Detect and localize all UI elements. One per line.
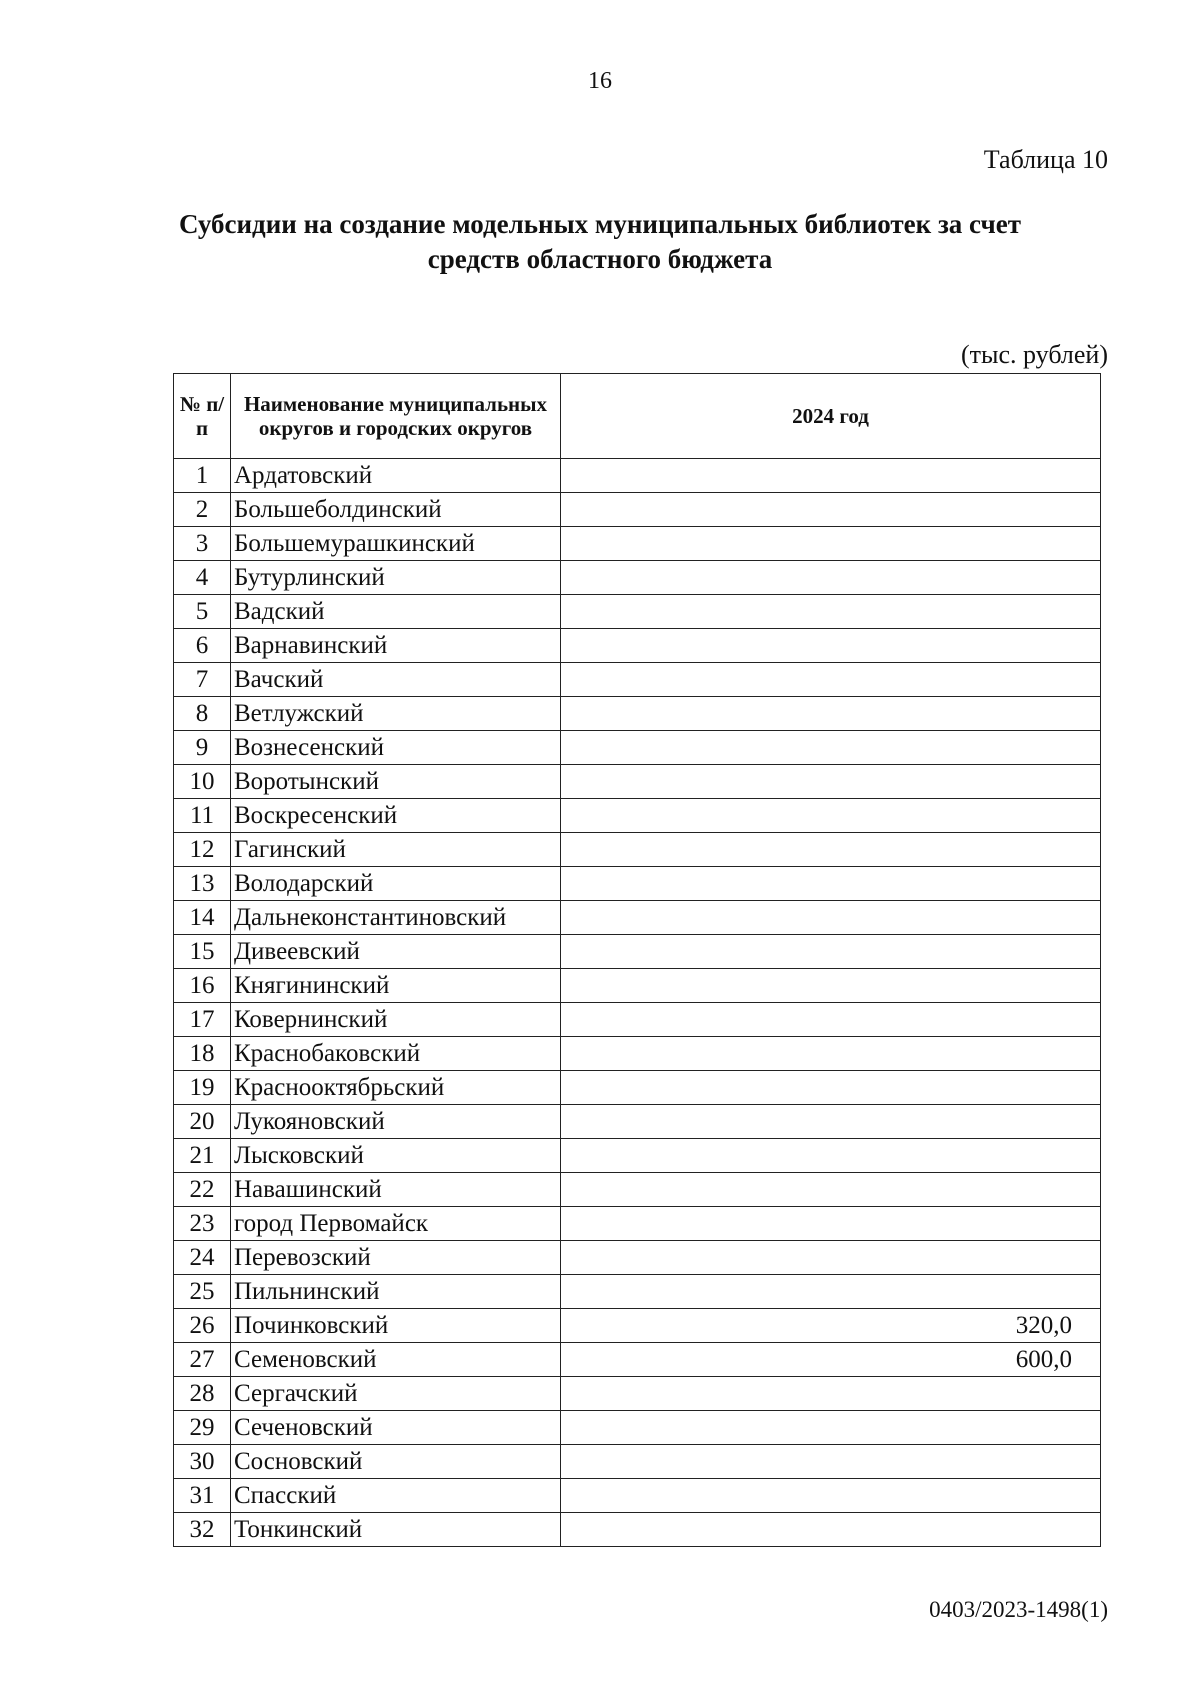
district-name-cell: Семеновский: [231, 1343, 561, 1377]
row-number-cell: 21: [174, 1139, 231, 1173]
district-name-cell: Бутурлинский: [231, 561, 561, 595]
district-name-cell: Краснобаковский: [231, 1037, 561, 1071]
district-name-cell: город Первомайск: [231, 1207, 561, 1241]
district-name-cell: Воротынский: [231, 765, 561, 799]
row-number-cell: 1: [174, 459, 231, 493]
row-number-cell: 6: [174, 629, 231, 663]
table-row: [174, 833, 1101, 867]
subsidy-value-cell: [561, 799, 1101, 833]
district-name-cell: Вознесенский: [231, 731, 561, 765]
subsidy-value-cell: [561, 1071, 1101, 1105]
district-name-cell: Дальнеконстантиновский: [231, 901, 561, 935]
district-name-cell: Лукояновский: [231, 1105, 561, 1139]
table-row: [174, 1071, 1101, 1105]
table-row: [174, 663, 1101, 697]
district-name-cell: Ковернинский: [231, 1003, 561, 1037]
subsidy-value-cell: [561, 1377, 1101, 1411]
table-row: [174, 969, 1101, 1003]
subsidy-value-cell: [561, 1037, 1101, 1071]
table-row: [174, 935, 1101, 969]
table-row: [174, 867, 1101, 901]
row-number-cell: 26: [174, 1309, 231, 1343]
district-name-cell: Ардатовский: [231, 459, 561, 493]
subsidy-value-cell: [561, 527, 1101, 561]
subsidy-value-cell: 320,0: [561, 1309, 1101, 1343]
subsidy-value-cell: [561, 1241, 1101, 1275]
subsidy-value-cell: [561, 833, 1101, 867]
subsidy-value-cell: [561, 595, 1101, 629]
district-name-cell: Володарский: [231, 867, 561, 901]
table-row: [174, 1377, 1101, 1411]
table-row: [174, 1309, 1101, 1343]
district-name-cell: Навашинский: [231, 1173, 561, 1207]
subsidy-value-cell: 600,0: [561, 1343, 1101, 1377]
district-name-cell: Большеболдинский: [231, 493, 561, 527]
header-number: № п/п: [174, 374, 231, 459]
row-number-cell: 11: [174, 799, 231, 833]
row-number-cell: 8: [174, 697, 231, 731]
table-row: [174, 799, 1101, 833]
district-name-cell: Воскресенский: [231, 799, 561, 833]
district-name-cell: Тонкинский: [231, 1513, 561, 1547]
subsidy-value-cell: [561, 765, 1101, 799]
row-number-cell: 25: [174, 1275, 231, 1309]
row-number-cell: 32: [174, 1513, 231, 1547]
subsidy-value-cell: [561, 1105, 1101, 1139]
table-row: [174, 1105, 1101, 1139]
table-row: [174, 1343, 1101, 1377]
page-number: 16: [588, 68, 612, 94]
subsidy-value-cell: [561, 1479, 1101, 1513]
district-name-cell: Гагинский: [231, 833, 561, 867]
subsidies-table: [173, 373, 1101, 1547]
document-title: Субсидии на создание модельных муниципальных библиотек за счет средств областного бюджета: [179, 209, 1021, 274]
row-number-cell: 20: [174, 1105, 231, 1139]
row-number-cell: 7: [174, 663, 231, 697]
table-body: [174, 459, 1101, 1547]
row-number-cell: 14: [174, 901, 231, 935]
table-row: [174, 901, 1101, 935]
row-number-cell: 23: [174, 1207, 231, 1241]
district-name-cell: Вадский: [231, 595, 561, 629]
subsidy-value-cell: [561, 459, 1101, 493]
table-row: [174, 1173, 1101, 1207]
document-code: 0403/2023-1498(1): [929, 1597, 1108, 1622]
subsidy-value-cell: [561, 935, 1101, 969]
row-number-cell: 2: [174, 493, 231, 527]
table-row: [174, 1139, 1101, 1173]
row-number-cell: 17: [174, 1003, 231, 1037]
district-name-cell: Спасский: [231, 1479, 561, 1513]
district-name-cell: Княгининский: [231, 969, 561, 1003]
subsidy-value-cell: [561, 1173, 1101, 1207]
header-district-name: Наименование муниципальных округов и городских округов: [231, 374, 561, 459]
table-row: [174, 459, 1101, 493]
subsidy-value-cell: [561, 663, 1101, 697]
table-row: [174, 1513, 1101, 1547]
district-name-cell: Починковский: [231, 1309, 561, 1343]
subsidy-value-cell: [561, 1003, 1101, 1037]
table-row: [174, 1207, 1101, 1241]
row-number-cell: 4: [174, 561, 231, 595]
row-number-cell: 31: [174, 1479, 231, 1513]
subsidy-value-cell: [561, 561, 1101, 595]
table-row: [174, 527, 1101, 561]
subsidy-value-cell: [561, 629, 1101, 663]
row-number-cell: 9: [174, 731, 231, 765]
row-number-cell: 24: [174, 1241, 231, 1275]
subsidy-value-cell: [561, 969, 1101, 1003]
row-number-cell: 28: [174, 1377, 231, 1411]
table-row: [174, 1445, 1101, 1479]
subsidy-value-cell: [561, 493, 1101, 527]
district-name-cell: Сеченовский: [231, 1411, 561, 1445]
row-number-cell: 5: [174, 595, 231, 629]
table-row: [174, 1241, 1101, 1275]
table-row: [174, 1411, 1101, 1445]
subsidy-value-cell: [561, 1207, 1101, 1241]
table-row: [174, 731, 1101, 765]
district-name-cell: Пильнинский: [231, 1275, 561, 1309]
row-number-cell: 30: [174, 1445, 231, 1479]
table-row: [174, 697, 1101, 731]
table-row: [174, 765, 1101, 799]
row-number-cell: 13: [174, 867, 231, 901]
table-caption: Таблица 10: [983, 145, 1108, 174]
row-number-cell: 29: [174, 1411, 231, 1445]
row-number-cell: 10: [174, 765, 231, 799]
row-number-cell: 12: [174, 833, 231, 867]
subsidy-value-cell: [561, 1513, 1101, 1547]
table-row: [174, 629, 1101, 663]
district-name-cell: Перевозский: [231, 1241, 561, 1275]
table-row: [174, 1275, 1101, 1309]
units-label: (тыс. рублей): [960, 340, 1108, 369]
district-name-cell: Варнавинский: [231, 629, 561, 663]
row-number-cell: 22: [174, 1173, 231, 1207]
subsidy-value-cell: [561, 901, 1101, 935]
district-name-cell: Вачский: [231, 663, 561, 697]
subsidy-value-cell: [561, 1139, 1101, 1173]
row-number-cell: 15: [174, 935, 231, 969]
header-year-2024: 2024 год: [561, 374, 1101, 459]
row-number-cell: 3: [174, 527, 231, 561]
row-number-cell: 19: [174, 1071, 231, 1105]
subsidy-value-cell: [561, 1411, 1101, 1445]
subsidy-value-cell: [561, 1445, 1101, 1479]
subsidy-value-cell: [561, 867, 1101, 901]
table-header-row: [174, 374, 1101, 459]
row-number-cell: 18: [174, 1037, 231, 1071]
district-name-cell: Большемурашкинский: [231, 527, 561, 561]
district-name-cell: Лысковский: [231, 1139, 561, 1173]
table-row: [174, 493, 1101, 527]
district-name-cell: Краснооктябрьский: [231, 1071, 561, 1105]
subsidy-value-cell: [561, 697, 1101, 731]
row-number-cell: 16: [174, 969, 231, 1003]
district-name-cell: Сергачский: [231, 1377, 561, 1411]
table-row: [174, 561, 1101, 595]
table-row: [174, 595, 1101, 629]
district-name-cell: Ветлужский: [231, 697, 561, 731]
district-name-cell: Дивеевский: [231, 935, 561, 969]
table-row: [174, 1003, 1101, 1037]
subsidy-value-cell: [561, 1275, 1101, 1309]
district-name-cell: Сосновский: [231, 1445, 561, 1479]
table-row: [174, 1037, 1101, 1071]
table-row: [174, 1479, 1101, 1513]
row-number-cell: 27: [174, 1343, 231, 1377]
subsidy-value-cell: [561, 731, 1101, 765]
